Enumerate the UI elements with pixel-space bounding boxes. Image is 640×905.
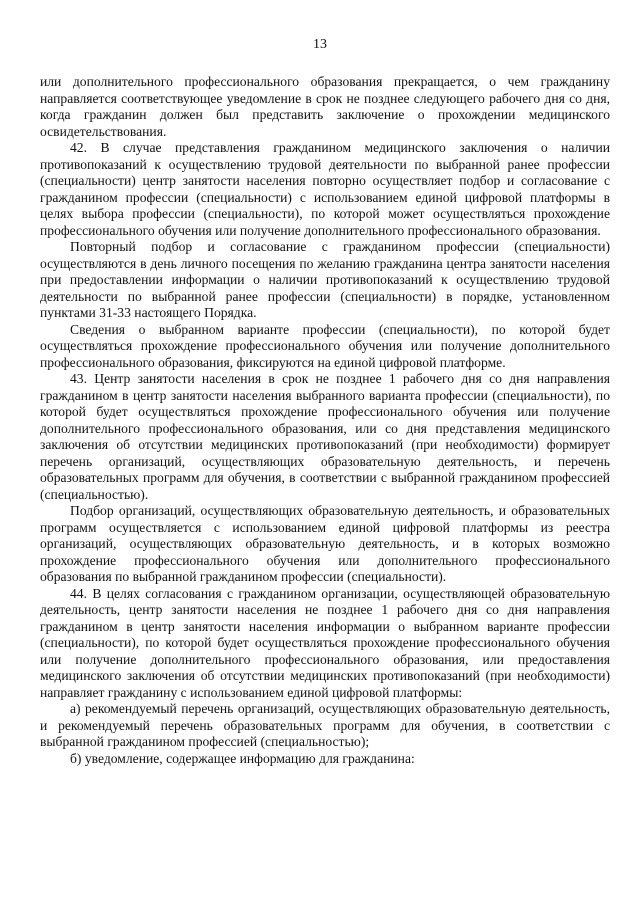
paragraph-selection-record: Сведения о выбранном варианте профессии (специальности), по которой будет осуществляться прохождение профессионального обучения или получение дополнительного профессионального образования, фиксируются на единой цифровой платформе. <box>40 321 610 370</box>
paragraph-item-43: 43. Центр занятости населения в срок не позднее 1 рабочего дня со дня направления гражданином в центр занятости населения выбранного варианта профессии (специальности), по которой будет осуществляться прохождение профессионального обучения или получение дополнительного профессионального образования, или со дня представления медицинского заключения об отсутствии медицинских противопоказаний (при необходимости) формирует перечень организаций, осуществляющих образовательную деятельность, и перечень образовательных программ для обучения, в соответствии с выбранной гражданином профессией (специальностью). <box>40 371 610 502</box>
paragraph-organization-selection: Подбор организаций, осуществляющих образовательную деятельность, и образовательных программ осуществляется с использованием единой цифровой платформы из реестра организаций, осуществляющих образовательную деятельность, и в которых возможно прохождение профессионального обучения или дополнительного профессионального образования по выбранной гражданином профессии (специальности). <box>40 503 610 584</box>
paragraph-item-44: 44. В целях согласования с гражданином организации, осуществляющей образовательную деятельность, центр занятости населения не позднее 1 рабочего дня со дня направления гражданином в центр занятости населения информации о выбранном варианте профессии (специальности), по которой будет осуществляться прохождение профессионального обучения или получение дополнительного профессионального образования, или предоставления медицинского заключения об отсутствии медицинских противопоказаний (при необходимости) направляет гражданину с использованием единой цифровой платформы: <box>40 585 610 700</box>
paragraph-continuation: или дополнительного профессионального образования прекращается, о чем гражданину направляется соответствующее уведомление в срок не позднее следующего рабочего дня со дня, когда гражданин должен был представить заключение о прохождении медицинского освидетельствования. <box>40 74 610 139</box>
paragraph-repeat-selection: Повторный подбор и согласование с гражданином профессии (специальности) осуществляются в день личного посещения по желанию гражданина центра занятости населения при предоставлении информации о наличии противопоказаний к осуществлению трудовой деятельности по выбранной ранее профессии (специальности) в порядке, установленном пунктами 31-33 настоящего Порядка. <box>40 239 610 320</box>
document-body <box>40 74 610 767</box>
paragraph-subitem-b: б) уведомление, содержащее информацию для гражданина: <box>70 750 415 766</box>
page-number: 13 <box>313 37 327 52</box>
paragraph-subitem-a: а) рекомендуемый перечень организаций, осуществляющих образовательную деятельность, и рекомендуемый перечень образовательных программ для обучения, в соответствии с выбранной гражданином профессией (специальностью); <box>40 701 610 749</box>
paragraph-item-42: 42. В случае представления гражданином медицинского заключения о наличии противопоказаний к осуществлению трудовой деятельности по выбранной ранее профессии (специальности) центр занятости населения повторно осуществляет подбор и согласование с гражданином профессии (специальности) с использованием единой цифровой платформы в целях выбора профессии (специальности), по которой может осуществляться прохождение профессионального обучения или получение дополнительного профессионального образования. <box>40 140 610 238</box>
